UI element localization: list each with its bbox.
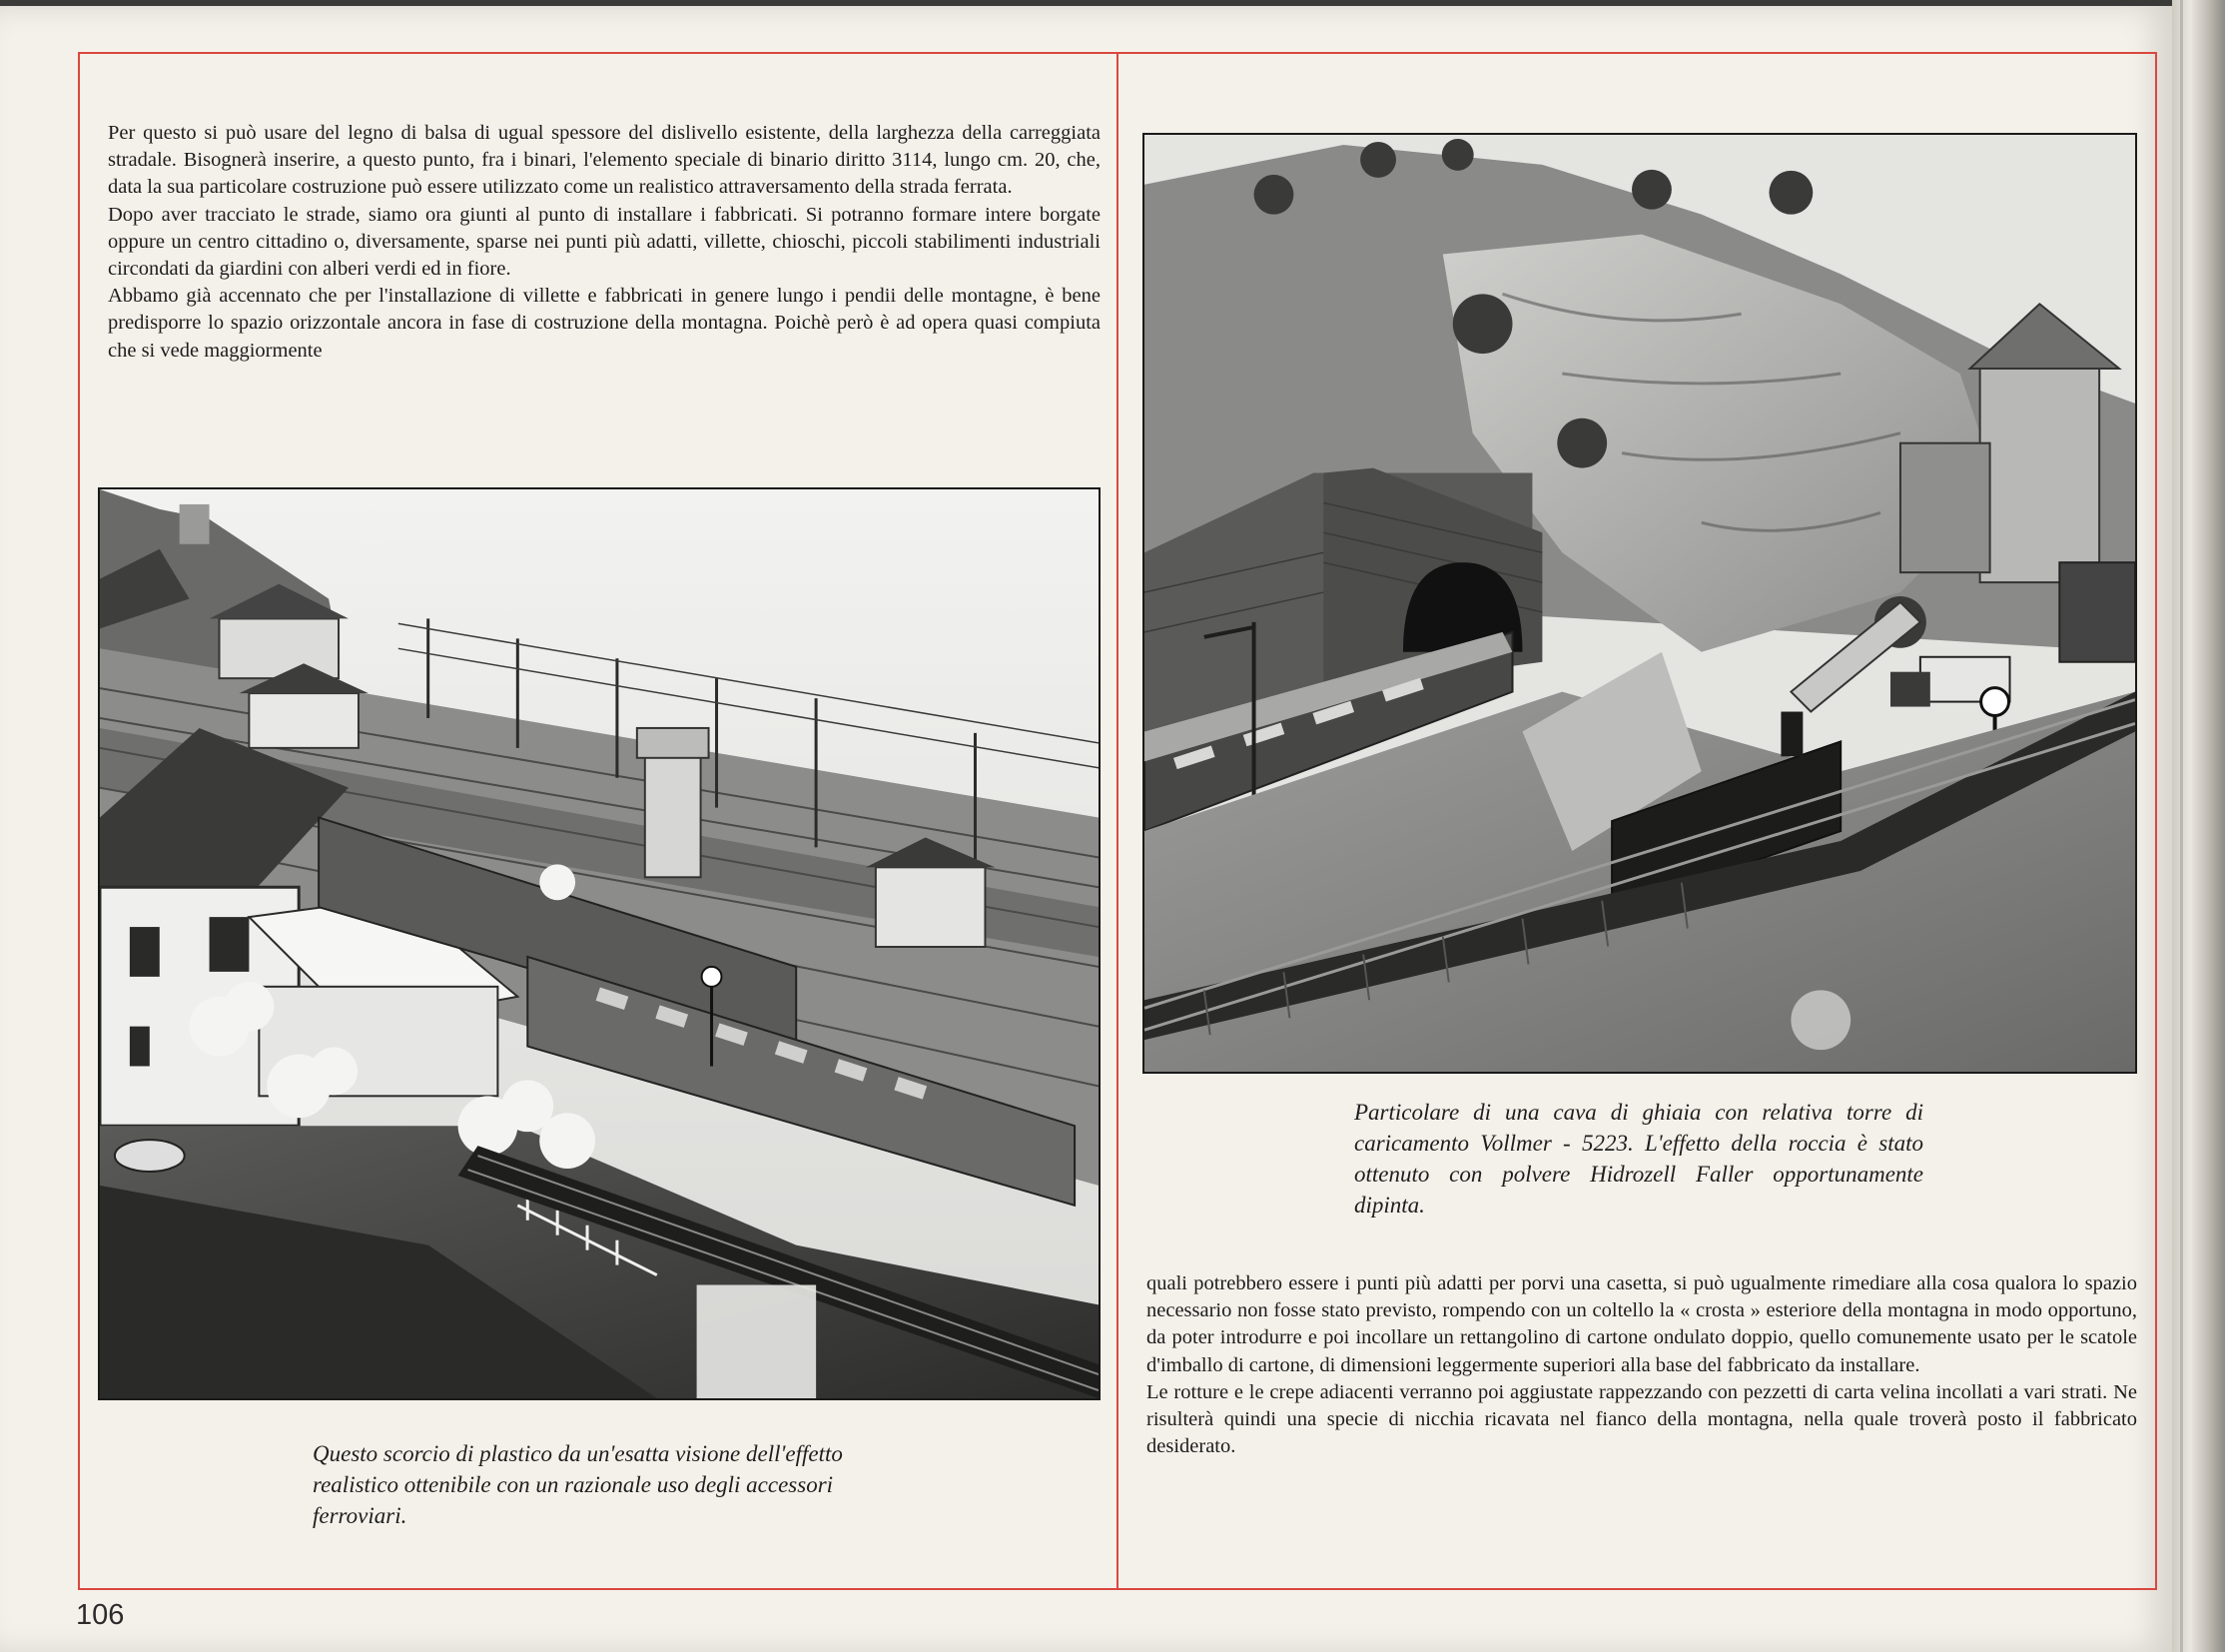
paragraph: Le rotture e le crepe adiacenti verranno poi aggiustate rappezzando con pezzetti di carta velina incollati a vari strati. Ne risulterà quindi una specie di nicchia ricavata nel fianco della montagna, nella quale troverà posto il fabbricato desiderato.	[1146, 1380, 2137, 1458]
page-edge	[2172, 0, 2225, 1652]
paragraph: Dopo aver tracciato le strade, siamo ora giunti al punto di installare i fabbricati. Si potranno formare intere borgate oppure un centro cittadino o, diversamente, sparse nei punti più adatti, villette, chioschi, piccoli stabilimenti industriali circondati da giardini con alberi verdi ed in fiore.	[108, 203, 1101, 281]
right-photo-caption	[1354, 1097, 1923, 1221]
paragraph: quali potrebbero essere i punti più adatti per porvi una casetta, si può ugualmente rimediare alla cosa qualora lo spazio necessario non fosse stato previsto, rompendo con un coltello la « crosta » esteriore della montagna in modo opportuno, da poter introdurre e poi incollare un rettangolino di cartone ondulato doppio, quello comunemente usato per le scatole d'imballo di cartone, di dimensioni leggermente superiori alla base del fabbricato da installare.	[1146, 1272, 2137, 1376]
photo-gravel-quarry	[1142, 133, 2137, 1074]
paragraph: Per questo si può usare del legno di balsa di ugual spessore del dislivello esistente, della larghezza della carreggiata stradale. Bisognerà inserire, a questo punto, fra i binari, l'elemento speciale di binario diritto 3114, lungo cm. 20, che, data la sua particolare costruzione può essere utilizzato come un realistico attraversamento della strada ferrata.	[108, 122, 1101, 199]
caption-text: Questo scorcio di plastico da un'esatta visione dell'effetto realistico ottenibile con un razionale uso degli accessori ferroviari.	[313, 1441, 843, 1528]
left-photo-caption	[313, 1438, 892, 1531]
photo-station-layout	[98, 487, 1101, 1400]
left-column-text	[108, 120, 1101, 365]
paragraph: Abbamo già accennato che per l'installazione di villette e fabbricati in genere lungo i pendii delle montagne, è bene predisporre lo spazio orizzontale ancora in fase di costruzione della montagna. Poichè però è ad opera quasi compiuta che si vede maggiormente	[108, 285, 1101, 362]
caption-text: Particolare di una cava di ghiaia con relativa torre di caricamento Vollmer - 5223. L'effetto della roccia è stato ottenuto con polvere Hidrozell Faller opportunamente dipinta.	[1354, 1100, 1923, 1218]
right-column-text	[1146, 1270, 2137, 1460]
page-number: 106	[76, 1599, 125, 1631]
quarry-photo-illustration	[1144, 135, 2135, 1072]
column-divider	[1116, 52, 1118, 1590]
station-photo-illustration	[100, 489, 1099, 1398]
